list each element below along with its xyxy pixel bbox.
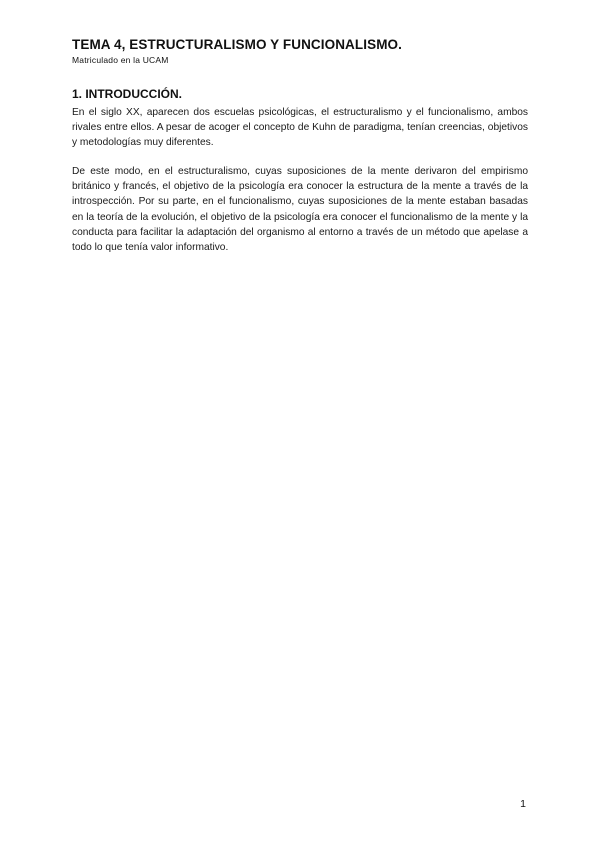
- page-number: 1: [520, 798, 526, 810]
- document-title: TEMA 4, ESTRUCTURALISMO Y FUNCIONALISMO.: [72, 37, 403, 52]
- document-subtitle: Matriculado en la UCAM: [72, 55, 169, 65]
- section-heading: 1. INTRODUCCIÓN.: [72, 87, 183, 101]
- paragraph-introduction-1: En el siglo XX, aparecen dos escuelas psicológicas, el estructuralismo y el funcionalismo, ambos rivales entre ellos. A pesar de acoger el concepto de Kuhn de paradigma, tenían creencias, objetivos y metodologías muy diferentes.: [72, 107, 528, 149]
- paragraph-introduction-2: De este modo, en el estructuralismo, cuyas suposiciones de la mente derivaron del empirismo británico y francés, el objetivo de la psicología era conocer la estructura de la mente a través de la introspección. Por su parte, en el funcionalismo, cuyas suposiciones de la mente estaban basadas en la teoría de la evolución, el objetivo de la psicología era conocer el funcionalismo de la mente y la conducta para facilitar la adaptación del organismo al entorno a través de un método que apelase a todo lo que tenía valor informativo.: [72, 166, 528, 254]
